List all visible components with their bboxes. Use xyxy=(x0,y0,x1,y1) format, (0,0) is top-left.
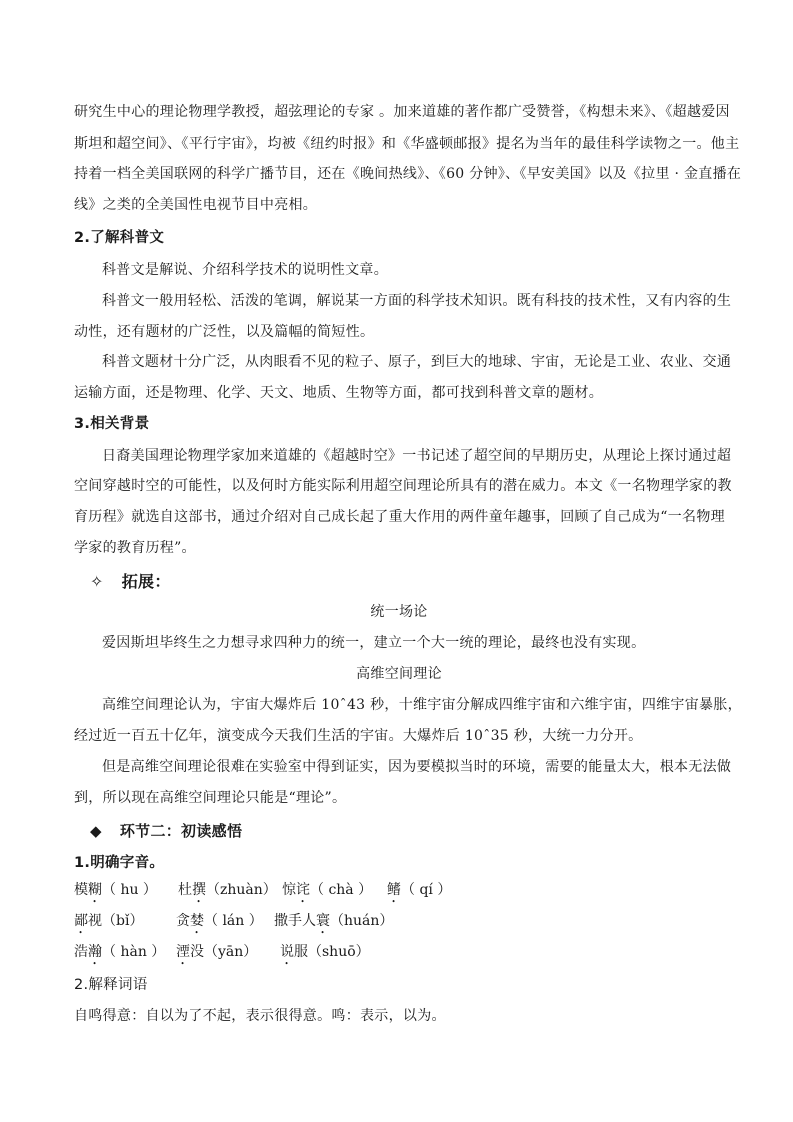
extension-heading-label: 拓展： xyxy=(121,572,171,591)
section2-paragraph-2-line-1: 科普文一般用轻松、活泼的笔调，解说某一方面的科学技术知识。既有科技的技术性，又有内容的生 xyxy=(102,293,732,309)
section-heading-popular-science: 2.了解科普文 xyxy=(74,230,165,246)
extension-title-higher-dimension: 高维空间理论 xyxy=(356,666,442,682)
pinyin-heading: 1.明确字音。 xyxy=(74,855,165,871)
section2-paragraph-3-line-2: 运输方面，还是物理、化学、天文、地质、生物等方面，都可找到科普文章的题材。 xyxy=(74,385,604,401)
words-heading: 2.解释词语 xyxy=(74,977,148,993)
section2-paragraph-3-line-1: 科普文题材十分广泛，从肉眼看不见的粒子、原子，到巨大的地球、宇宙，无论是工业、农业、交通 xyxy=(102,354,732,370)
pinyin-item: 说服（shuō） xyxy=(280,944,370,960)
pinyin-item: 浩瀚（ hàn ） xyxy=(74,944,166,960)
diamond-outline-bullet-icon: ✧ xyxy=(90,572,104,591)
intro-line-1: 研究生中心的理论物理学教授，超弦理论的专家 。加来道雄的著作都广受赞誉，《构想未来》、《超越爱因 xyxy=(74,104,730,120)
pinyin-item: 湮没（yān） xyxy=(176,944,258,960)
intro-line-2: 斯坦和超空间》、《平行宇宙》，均被《纽约时报》和《华盛顿邮报》提名为当年的最佳科学读物之一。他主 xyxy=(74,136,740,152)
extension-p3-line-2: 到，所以现在高维空间理论只能是“理论”。 xyxy=(74,790,347,806)
extension-p3-line-1: 但是高维空间理论很难在实验室中得到证实，因为要模拟当时的环境，需要的能量太大，根本无法做 xyxy=(102,759,732,775)
pinyin-item: 鄙视（bǐ） xyxy=(74,913,144,929)
pinyin-item: 鳍（ qí ） xyxy=(387,882,452,898)
section3-line-1: 日裔美国理论物理学家加来道雄的《超越时空》一书记述了超空间的早期历史，从理论上探讨通过超 xyxy=(102,448,732,464)
section2-paragraph-1: 科普文是解说、介绍科学技术的说明性文章。 xyxy=(102,262,388,278)
pinyin-item: 撒手人寰（huán） xyxy=(274,913,394,929)
section3-line-2: 空间穿越时空的可能性，以及何时方能实际利用超空间理论所具有的潜在威力。本文《一名物理学家的教 xyxy=(74,478,732,494)
phase-two-heading-label: 环节二：初读感悟 xyxy=(119,822,243,840)
intro-line-3: 持着一档全美国联网的科学广播节目，还在《晚间热线》、《60 分钟》、《早安美国》以及《拉里 · 金直播在 xyxy=(74,166,742,182)
diamond-filled-bullet-icon: ◆ xyxy=(90,822,102,840)
section2-paragraph-2-line-2: 动性，还有题材的广泛性，以及篇幅的简短性。 xyxy=(74,324,375,340)
phase-two-heading xyxy=(90,821,740,841)
pinyin-item: 模糊（ hu ） xyxy=(74,882,157,898)
extension-text-unified-field: 爱因斯坦毕终生之力想寻求四种力的统一，建立一个大一统的理论，最终也没有实现。 xyxy=(102,635,646,651)
extension-p2-line-2: 经过近一百五十亿年，演变成今天我们生活的宇宙。大爆炸后 10ˆ35 秒，大统一力分开。 xyxy=(74,728,643,744)
section3-line-4: 学家的教育历程”。 xyxy=(74,540,196,556)
extension-title-unified-field: 统一场论 xyxy=(370,604,428,620)
section3-line-3: 育历程》就选自这部书，通过介绍对自己成长起了重大作用的两件童年趣事，回顾了自己成为“一名物理 xyxy=(74,509,725,525)
pinyin-item: 惊诧（ chà ） xyxy=(282,882,373,898)
pinyin-item: 杜撰（zhuàn） xyxy=(178,882,277,898)
extension-heading xyxy=(90,572,740,592)
pinyin-item: 贪婪（ lán ） xyxy=(176,913,263,929)
word-definition: 自鸣得意：自以为了不起，表示很得意。鸣：表示，以为。 xyxy=(74,1008,446,1024)
section-heading-background: 3.相关背景 xyxy=(74,416,150,432)
extension-p2-line-1: 高维空间理论认为，宇宙大爆炸后 10ˆ43 秒，十维宇宙分解成四维宇宙和六维宇宙，四维宇宙暴胀， xyxy=(102,697,742,713)
intro-line-4: 线》之类的全美国性电视节目中亮相。 xyxy=(74,197,318,213)
